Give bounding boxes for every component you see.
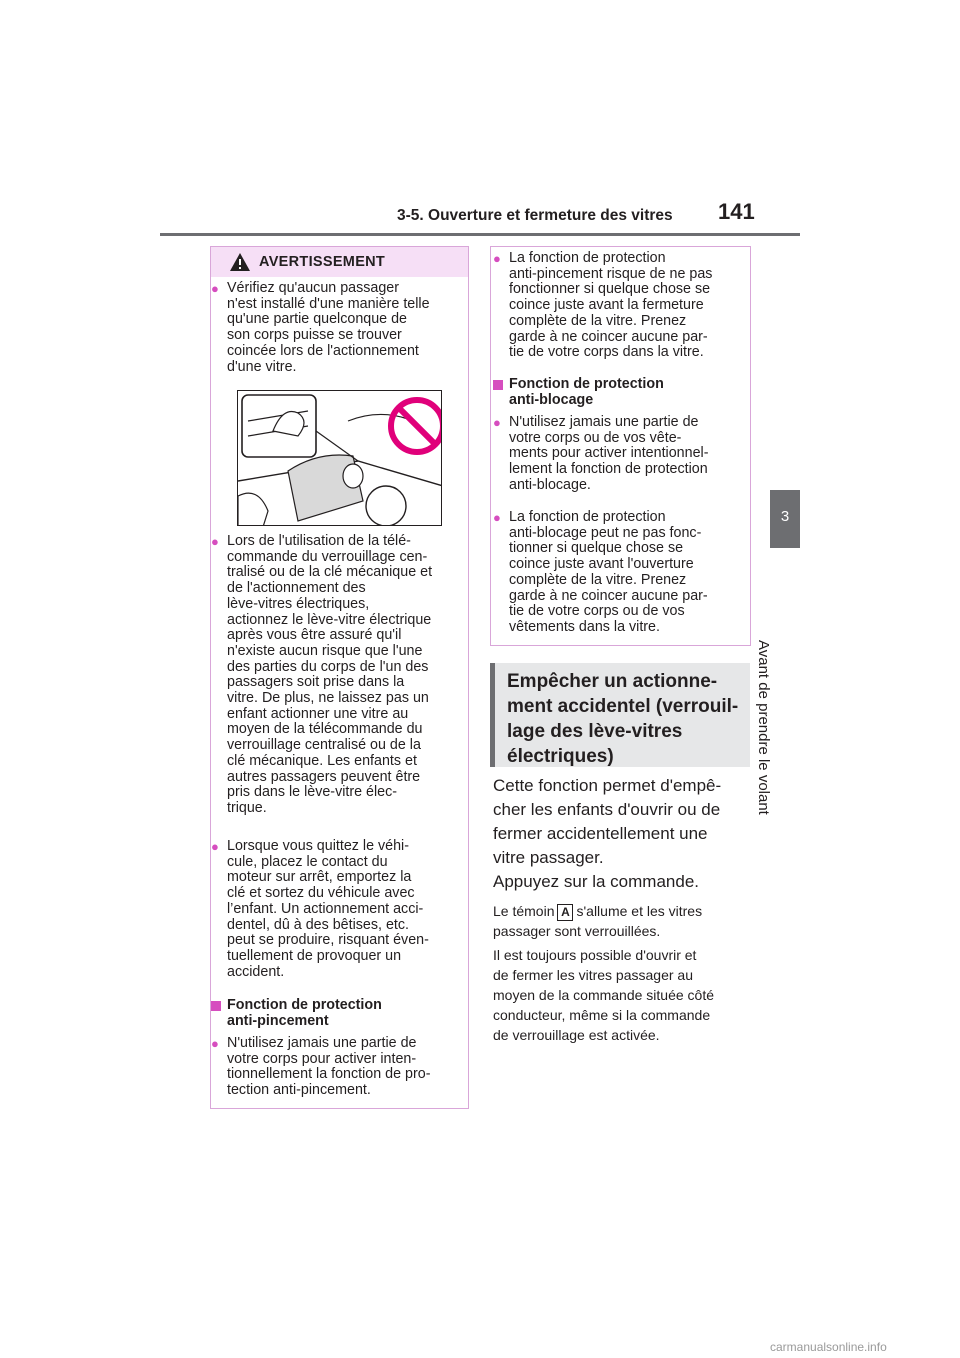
chapter-tab — [770, 490, 800, 548]
warning-paragraph-3: ● Lorsque vous quittez le véhi- cule, placez le contact du moteur sur arrêt, emportez la clé et sortez du véhicule avec l’enfant. Un actionnement acci- dentel, dû à des bêtises, etc. peut se produire, risquant éven- tuellement de provoquer un accident. — [211, 838, 429, 980]
bullet-icon: ● — [493, 251, 501, 266]
indicator-text: Le témoin A s'allume et les vitres passager sont verrouillées. — [493, 903, 703, 939]
warning-header — [211, 247, 468, 277]
section-note: Il est toujours possible d'ouvrir et de fermer les vitres passager au moyen de la commande située côté conducteur, même si la commande de verrouillage est activée. — [493, 947, 715, 1043]
section-title: Empêcher un actionne- ment accidentel (verrouil- lage des lève-vitres électriques) — [507, 671, 739, 767]
warning-triangle-icon — [229, 252, 251, 272]
right-subheading: Fonction de protection anti-blocage — [509, 377, 664, 408]
window-pinch-illustration — [237, 390, 442, 526]
right-paragraph-2: ● N'utilisez jamais une partie de votre corps ou de vos vête- ments pour activer intentionnel- lement la fonction de protection anti-blocage. — [493, 414, 709, 493]
right-paragraph-3: ● La fonction de protection anti-blocage peut ne pas fonc- tionner si quelque chose se coince juste avant l'ouverture complète de la vitre. Prenez garde à ne coincer aucune par- tie de votre corps ou de vos vêtements dans la vitre. — [493, 509, 708, 635]
bullet-icon: ● — [493, 415, 501, 430]
page-number: 141 — [718, 199, 755, 224]
bullet-icon: ● — [493, 510, 501, 525]
chapter-title: Avant de prendre le volant — [755, 640, 772, 815]
bullet-icon: ● — [211, 281, 219, 296]
chapter-number: 3 — [780, 508, 790, 525]
section-header: 3-5. Ouverture et fermeture des vitres — [397, 207, 673, 224]
warning-subheading: Fonction de protection anti-pincement — [227, 998, 382, 1029]
warning-title: AVERTISSEMENT — [259, 254, 386, 270]
bullet-icon: ● — [211, 839, 219, 854]
square-bullet-icon — [493, 380, 503, 390]
section-instruction: Appuyez sur la commande. — [493, 872, 699, 891]
section-intro: Cette fonction permet d'empê- cher les enfants d'ouvrir ou de fermer accidentellement une vitre passager. — [493, 776, 722, 867]
right-paragraph-1: ● La fonction de protection anti-pincement risque de ne pas fonctionner si quelque chose se coince juste avant la fermeture complète de la vitre. Prenez garde à ne coincer aucune par- tie de votre corps dans la vitre. — [493, 250, 713, 361]
indicator-label: A — [557, 904, 573, 921]
footer-watermark: carmanualsonline.info — [770, 1340, 887, 1354]
warning-paragraph-1: ● Vérifiez qu'aucun passager n'est installé d'une manière telle qu'une partie quelconque de son corps puisse se trouver coincée lors de l'actionnement d'une vitre. — [211, 280, 430, 375]
warning-paragraph-4: ● N'utilisez jamais une partie de votre corps pour activer inten- tionnellement la fonction de pro- tection anti-pincement. — [211, 1035, 431, 1099]
warning-paragraph-2: ● Lors de l'utilisation de la télé- commande du verrouillage cen- tralisé ou de la clé mécanique et de l'actionnement des lève-vitres électriques, actionnez le lève-vitre électrique après vous être assuré qu'il n'existe aucun risque que l'une des parties du corps de l'un des passagers soit prise dans la vitre. De plus, ne laissez pas un enfant actionner une vitre au moyen de la télécommande du verrouillage centralisé ou de la clé mécanique. Les enfants et autres passagers peuvent être pris dans le lève-vitre élec- trique. — [211, 533, 433, 816]
bullet-icon: ● — [211, 1036, 219, 1051]
section-heading-box — [490, 663, 750, 767]
illustration-svg — [238, 391, 442, 526]
header-rule — [160, 233, 800, 236]
bullet-icon: ● — [211, 534, 219, 549]
square-bullet-icon — [211, 1001, 221, 1011]
